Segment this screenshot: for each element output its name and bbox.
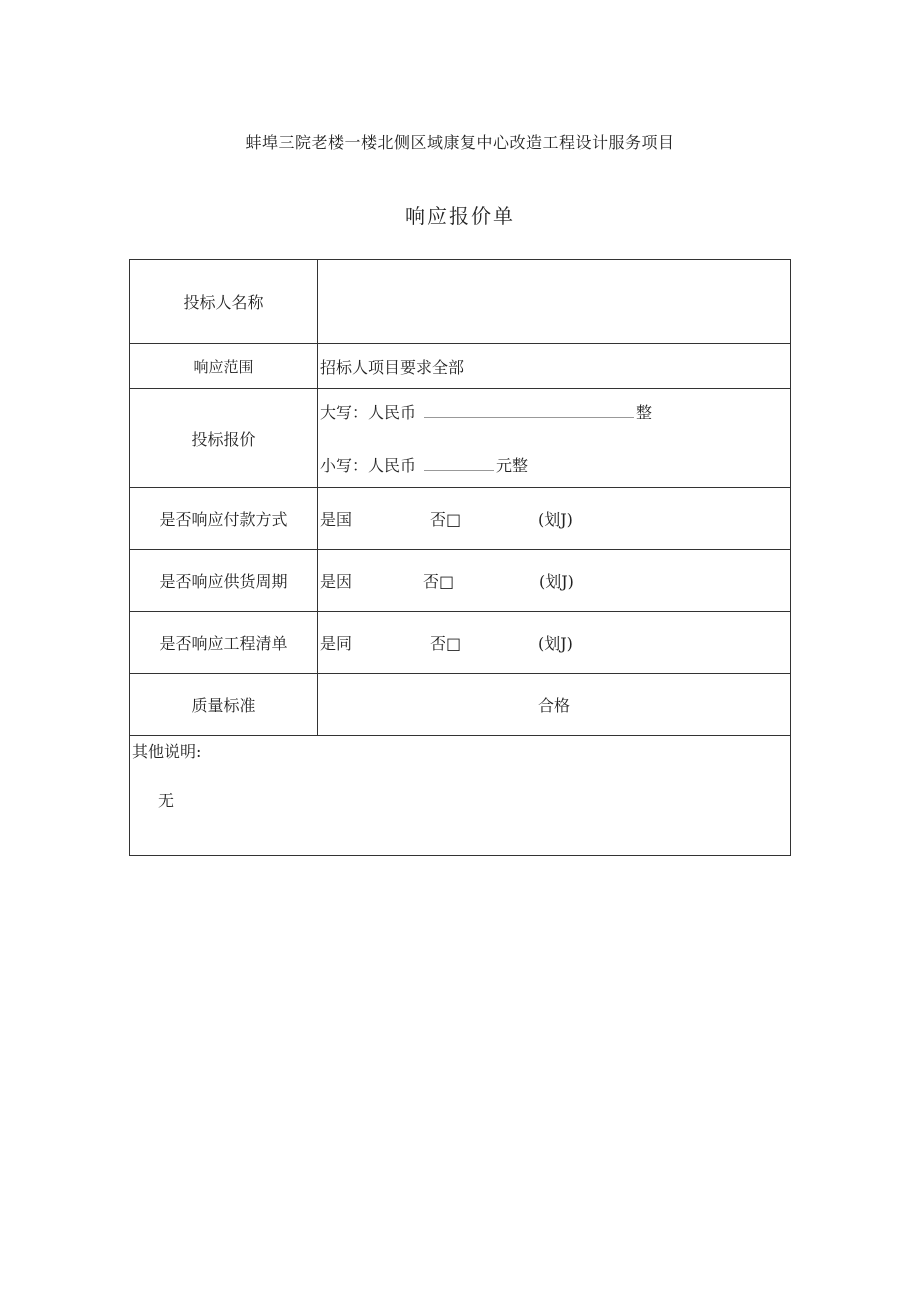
table-row-scope [130,344,791,389]
payment-cell [318,488,791,550]
bill-no-option[interactable]: 否□ [430,634,462,653]
bill-note: (划J) [538,634,573,653]
scope-value: 招标人项目要求全部 [318,344,791,389]
payment-no-option[interactable]: 否□ [430,510,462,529]
bill-label: 是否响应工程清单 [130,612,318,674]
scope-label: 响应范围 [130,344,318,389]
bill-yes-option[interactable]: 是同 [320,634,353,653]
other-notes-cell [130,736,791,856]
bidder-name-value [318,260,791,344]
price-cell [318,389,791,488]
table-row-price [130,389,791,488]
table-row-other [130,736,791,856]
price-upper-line [320,400,790,423]
price-label: 投标报价 [130,389,318,488]
price-upper-blank [424,403,634,418]
other-notes-label: 其他说明: [132,742,202,761]
delivery-cell [318,550,791,612]
price-upper-suffix: 整 [636,403,653,422]
delivery-label: 是否响应供货周期 [130,550,318,612]
price-upper-prefix: 大写：人民币 [320,403,417,422]
delivery-note: (划J) [539,572,574,591]
project-title: 蚌埠三院老楼一楼北侧区域康复中心改造工程设计服务项目 [245,133,675,152]
quote-table [129,259,791,856]
delivery-yes-option[interactable]: 是因 [320,572,353,591]
table-row-payment [130,488,791,550]
document-title: 响应报价单 [405,204,515,228]
price-lower-suffix: 元整 [496,456,529,475]
quality-label: 质量标准 [130,674,318,736]
payment-note: (划J) [538,510,573,529]
delivery-no-option[interactable]: 否□ [423,572,455,591]
price-lower-prefix: 小写：人民币 [320,456,417,475]
table-row-quality [130,674,791,736]
payment-yes-option[interactable]: 是国 [320,510,353,529]
bidder-name-label: 投标人名称 [130,260,318,344]
bill-cell [318,612,791,674]
other-notes-value: 无 [158,791,175,810]
table-row-bidder-name [130,260,791,344]
table-row-bill [130,612,791,674]
payment-label: 是否响应付款方式 [130,488,318,550]
table-row-delivery [130,550,791,612]
quality-value: 合格 [318,674,791,736]
price-lower-line [320,453,790,476]
price-lower-blank [424,456,494,471]
